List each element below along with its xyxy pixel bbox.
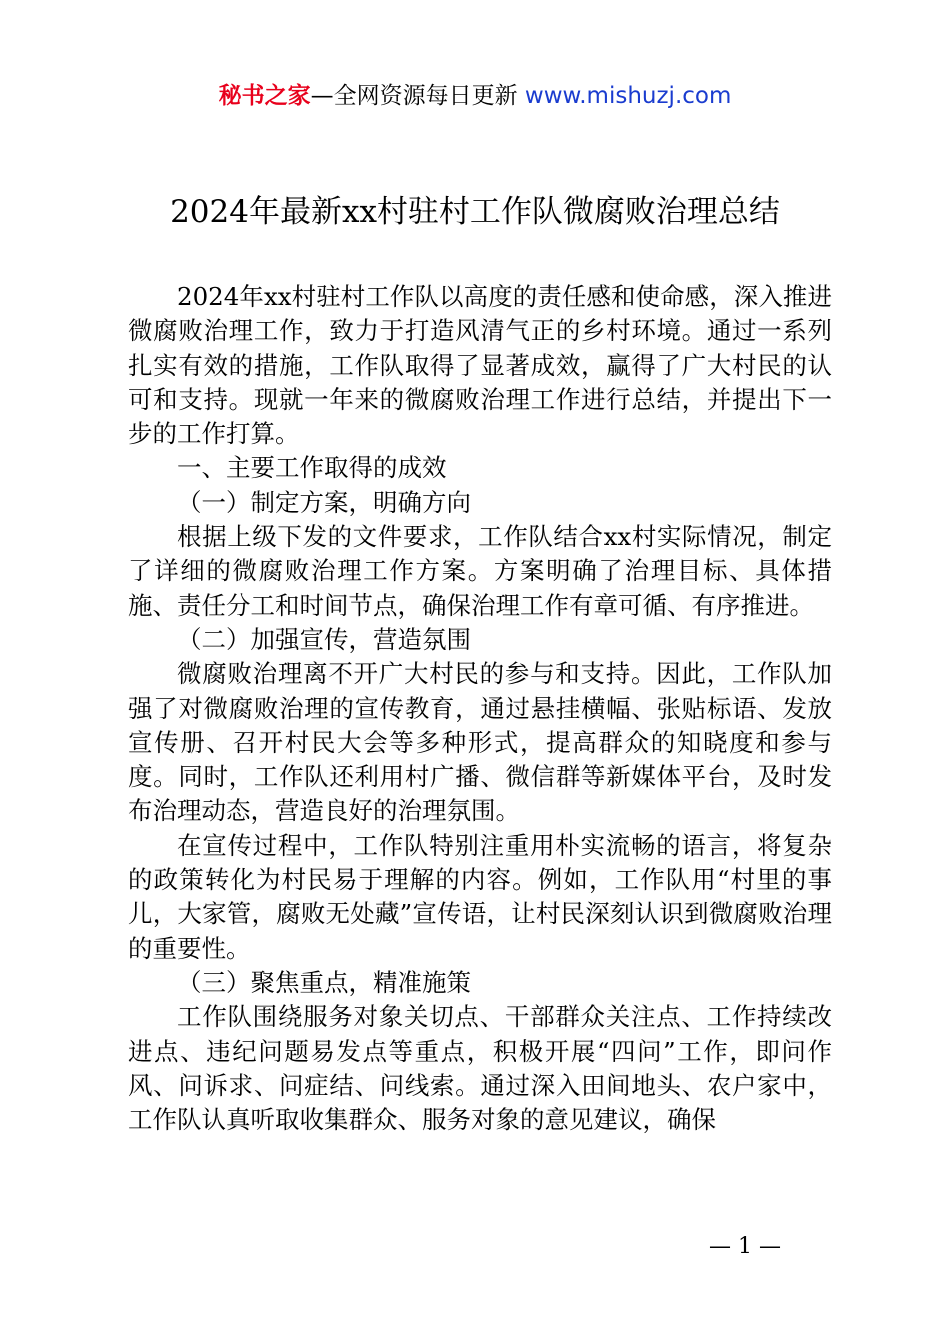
paragraph-publicity: 微腐败治理离不开广大村民的参与和支持。因此，工作队加强了对微腐败治理的宣传教育，通过悬挂横幅、张贴标语、发放宣传册、召开村民大会等多种形式，提高群众的知晓度和参与度。同时，工作队还利用村广播、微信群等新媒体平台，及时发布治理动态，营造良好的治理氛围。 [128,659,832,826]
paragraph-publicity-language: 在宣传过程中，工作队特别注重用朴实流畅的语言，将复杂的政策转化为村民易于理解的内容。例如，工作队用“村里的事儿，大家管，腐败无处藏”宣传语，让村民深刻认识到微腐败治理的重要性。 [128,830,832,963]
site-banner [0,80,950,112]
site-name: 秘书之家 [218,83,311,109]
section-heading-1: 一、主要工作取得的成效 [177,453,447,483]
subsection-heading-3: （三）聚焦重点，精准施策 [177,967,471,997]
subsection-heading-2: （二）加强宣传，营造氛围 [177,624,471,654]
site-tagline: —全网资源每日更新 [310,83,525,109]
document-title: 2024年最新xx村驻村工作队微腐败治理总结 [170,194,780,230]
document-body [128,280,832,1137]
site-url-link[interactable]: www.mishuzj.com [524,83,732,109]
paragraph-plan: 根据上级下发的文件要求，工作队结合xx村实际情况，制定了详细的微腐败治理工作方案。方案明确了治理目标、具体措施、责任分工和时间节点，确保治理工作有章可循、有序推进。 [128,522,832,620]
paragraph-focus: 工作队围绕服务对象关切点、干部群众关注点、工作持续改进点、违纪问题易发点等重点，积极开展“四问”工作，即问作风、问诉求、问症结、问线索。通过深入田间地头、农户家中，工作队认真听取收集群众、服务对象的意见建议，确保 [128,1002,832,1135]
subsection-heading-1: （一）制定方案，明确方向 [177,487,471,517]
paragraph-intro: 2024年xx村驻村工作队以高度的责任感和使命感，深入推进微腐败治理工作，致力于打造风清气正的乡村环境。通过一系列扎实有效的措施，工作队取得了显著成效，赢得了广大村民的认可和支持。现就一年来的微腐败治理工作进行总结，并提出下一步的工作打算。 [128,282,832,449]
page-number: — 1 — [709,1234,781,1259]
